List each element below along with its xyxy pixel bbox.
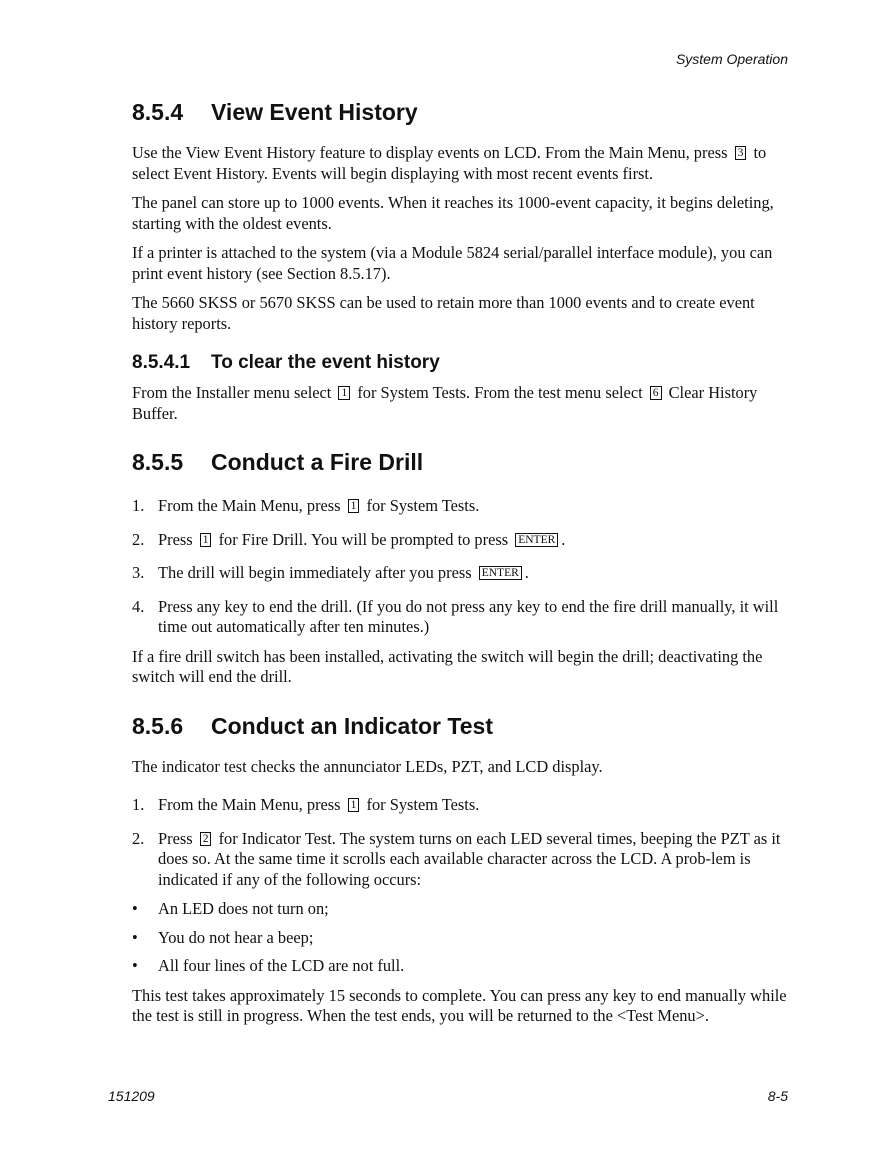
- section-number: 8.5.6: [132, 712, 184, 739]
- list-number: 2.: [132, 828, 145, 848]
- text: .: [524, 563, 529, 582]
- text: Press: [158, 529, 197, 549]
- keypad-key: 6: [650, 386, 662, 400]
- bullet-list: [132, 899, 792, 977]
- list-number: 1.: [132, 795, 145, 814]
- section-heading: [132, 96, 792, 128]
- bullet-item: [132, 928, 792, 949]
- text: for System Tests. From the test menu select: [353, 383, 647, 402]
- list-item: [132, 530, 792, 551]
- page-content: [132, 96, 792, 1036]
- section-title: Conduct a Fire Drill: [211, 449, 424, 475]
- section-heading: [132, 446, 792, 478]
- text: Clear History Buffer.: [132, 383, 758, 423]
- bullet-icon: •: [132, 899, 138, 918]
- text: From the Installer menu select: [132, 383, 336, 402]
- text: Press any key to end the drill. (If you do not press any key to end the fire drill manually, it will time out automatically after ten minutes.): [158, 596, 779, 636]
- text: for Fire Drill. You will be prompted to press: [214, 529, 513, 549]
- list-item: [132, 829, 792, 891]
- text: All four lines of the LCD are not full.: [158, 956, 405, 975]
- text: An LED does not turn on;: [158, 899, 329, 918]
- text: for System Tests.: [362, 795, 480, 814]
- numbered-list: [132, 795, 792, 890]
- section-8-5-6: [132, 710, 792, 1027]
- section-heading: [132, 710, 792, 742]
- text: for System Tests.: [362, 496, 480, 515]
- paragraph: If a fire drill switch has been installed, activating the switch will begin the drill; deactivating the switch will end the drill.: [132, 646, 763, 686]
- list-number: 4.: [132, 596, 145, 616]
- text: From the Main Menu, press: [158, 496, 345, 515]
- paragraph: [132, 383, 792, 424]
- text: for Indicator Test. The system turns on each LED several times, beeping the PZT as it does so. At the same time it scrolls each available character across the LCD. A prob-lem is indicated if any of the following occurs:: [158, 828, 781, 889]
- keypad-key: 1: [338, 386, 350, 400]
- footer-doc-number: 151209: [108, 1088, 155, 1104]
- subsection-number: 8.5.4.1: [132, 352, 191, 373]
- subsection-8-5-4-1: [132, 350, 792, 424]
- keypad-key: 2: [200, 832, 212, 846]
- keypad-key: 3: [735, 146, 747, 160]
- section-8-5-4: [132, 96, 792, 334]
- keypad-key: 1: [348, 798, 360, 812]
- section-8-5-5: [132, 446, 792, 688]
- keypad-key: 1: [200, 533, 212, 547]
- text: .: [561, 529, 566, 549]
- paragraph: If a printer is attached to the system (via a Module 5824 serial/parallel interface module), you can print event history (see Section 8.5.17).: [132, 243, 773, 283]
- list-item: [132, 563, 792, 584]
- text: You do not hear a beep;: [158, 927, 314, 947]
- list-item: [132, 496, 792, 517]
- enter-key: ENTER: [479, 566, 522, 580]
- bullet-icon: •: [132, 927, 138, 947]
- section-number: 8.5.4: [132, 99, 184, 125]
- bullet-item: [132, 956, 792, 977]
- text: Use the View Event History feature to display events on LCD. From the Main Menu, press: [132, 143, 732, 162]
- paragraph: This test takes approximately 15 seconds to complete. You can press any key to end manually while the test is still in progress. When the test ends, you will be returned to the <Test Menu>.: [132, 985, 787, 1025]
- list-item: [132, 597, 792, 638]
- text: Press: [158, 828, 197, 848]
- subsection-heading: [132, 350, 792, 376]
- bullet-icon: •: [132, 956, 138, 975]
- bullet-item: [132, 899, 792, 920]
- paragraph: The indicator test checks the annunciator LEDs, PZT, and LCD display.: [132, 756, 603, 776]
- list-number: 3.: [132, 563, 145, 582]
- list-number: 2.: [132, 529, 145, 549]
- keypad-key: 1: [348, 499, 360, 513]
- footer-page-number: 8-5: [767, 1088, 788, 1104]
- section-number: 8.5.5: [132, 449, 184, 475]
- running-header: System Operation: [675, 51, 788, 67]
- numbered-list: [132, 496, 792, 638]
- list-item: [132, 795, 792, 816]
- paragraph: [132, 143, 792, 184]
- text: to select Event History. Events will begin displaying with most recent events first.: [132, 143, 767, 183]
- subsection-title: To clear the event history: [211, 352, 440, 373]
- text: From the Main Menu, press: [158, 795, 345, 814]
- text: The drill will begin immediately after you press: [158, 563, 476, 582]
- section-title: Conduct an Indicator Test: [211, 712, 493, 739]
- paragraph: The panel can store up to 1000 events. When it reaches its 1000-event capacity, it begins deleting, starting with the oldest events.: [132, 193, 774, 233]
- enter-key: ENTER: [515, 533, 558, 547]
- section-title: View Event History: [211, 99, 418, 125]
- list-number: 1.: [132, 496, 145, 515]
- paragraph: The 5660 SKSS or 5670 SKSS can be used to retain more than 1000 events and to create event history reports.: [132, 293, 755, 333]
